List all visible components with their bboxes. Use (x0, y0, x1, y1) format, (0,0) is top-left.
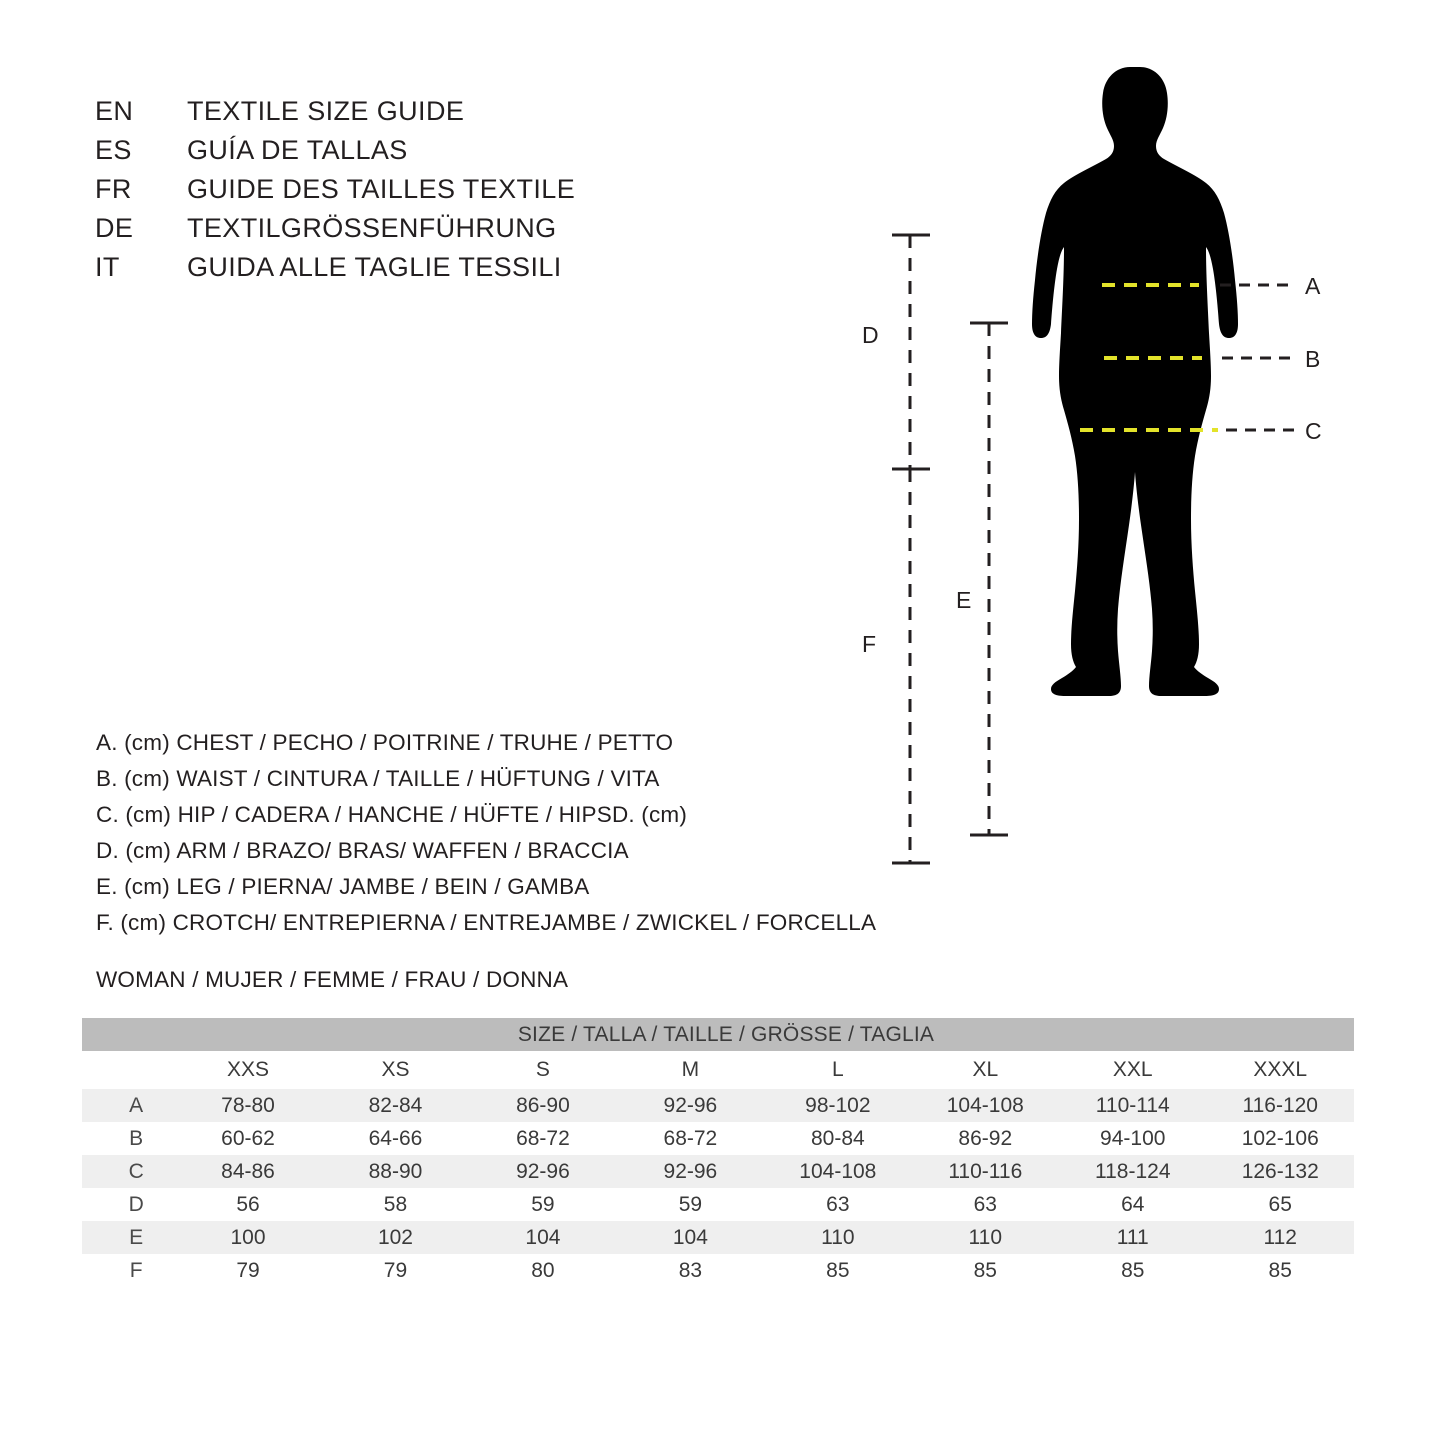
title-lang-en: EN (95, 96, 134, 126)
bracket-f (892, 469, 930, 863)
cell-d-xxxl: 65 (1206, 1188, 1354, 1221)
title-lang-de: DE (95, 213, 134, 243)
cell-e-l: 110 (764, 1221, 911, 1254)
row-label-f: F (82, 1254, 174, 1287)
table-row (82, 1089, 1354, 1122)
size-header-xxl: XXL (1059, 1051, 1206, 1089)
cell-d-xs: 58 (322, 1188, 469, 1221)
row-label-b: B (82, 1122, 174, 1155)
marker-label-b: B (1305, 346, 1321, 372)
title-text-es: GUÍA DE TALLAS (187, 135, 408, 165)
cell-c-xxl: 118-124 (1059, 1155, 1206, 1188)
marker-label-d: D (862, 322, 879, 348)
cell-f-s: 80 (469, 1254, 616, 1287)
table-row (82, 1221, 1354, 1254)
marker-label-f: F (862, 631, 877, 657)
size-header-l: L (764, 1051, 911, 1089)
legend-row-d: D. (cm) ARM / BRAZO/ BRAS/ WAFFEN / BRACCIA (96, 838, 629, 863)
cell-f-m: 83 (617, 1254, 764, 1287)
cell-c-xl: 110-116 (912, 1155, 1059, 1188)
table-row (82, 1254, 1354, 1287)
cell-a-xs: 82-84 (322, 1089, 469, 1122)
cell-d-s: 59 (469, 1188, 616, 1221)
cell-f-xxs: 79 (174, 1254, 321, 1287)
cell-c-xs: 88-90 (322, 1155, 469, 1188)
cell-c-xxxl: 126-132 (1206, 1155, 1354, 1188)
cell-b-xxs: 60-62 (174, 1122, 321, 1155)
row-label-a: A (82, 1089, 174, 1122)
cell-d-m: 59 (617, 1188, 764, 1221)
cell-b-l: 80-84 (764, 1122, 911, 1155)
marker-label-c: C (1305, 418, 1322, 444)
legend-row-a: A. (cm) CHEST / PECHO / POITRINE / TRUHE / PETTO (96, 730, 674, 755)
cell-e-s: 104 (469, 1221, 616, 1254)
title-row (95, 248, 715, 287)
measurement-diagram (830, 45, 1390, 925)
cell-b-xs: 64-66 (322, 1122, 469, 1155)
size-header-xl: XL (912, 1051, 1059, 1089)
legend-row-c: C. (cm) HIP / CADERA / HANCHE / HÜFTE / HIPSD. (cm) (96, 802, 688, 827)
title-text-de: TEXTILGRÖSSENFÜHRUNG (187, 213, 557, 243)
size-header-xxxl: XXXL (1206, 1051, 1354, 1089)
bracket-e (970, 323, 1008, 835)
title-text-fr: GUIDE DES TAILLES TEXTILE (187, 174, 576, 204)
cell-a-xxl: 110-114 (1059, 1089, 1206, 1122)
size-header-s: S (469, 1051, 616, 1089)
cell-a-l: 98-102 (764, 1089, 911, 1122)
table-header-row (82, 1018, 1354, 1051)
cell-a-xxxl: 116-120 (1206, 1089, 1354, 1122)
row-label-d: D (82, 1188, 174, 1221)
table-row (82, 1155, 1354, 1188)
silhouette-svg (830, 45, 1390, 925)
cell-f-xxxl: 85 (1206, 1254, 1354, 1287)
table-row-sizes (82, 1051, 1354, 1089)
title-lang-es: ES (95, 135, 132, 165)
cell-b-m: 68-72 (617, 1122, 764, 1155)
legend-row-f: F. (cm) CROTCH/ ENTREPIERNA / ENTREJAMBE / ZWICKEL / FORCELLA (96, 910, 877, 935)
legend-block (96, 725, 886, 941)
cell-f-xs: 79 (322, 1254, 469, 1287)
cell-f-l: 85 (764, 1254, 911, 1287)
cell-e-xxl: 111 (1059, 1221, 1206, 1254)
marker-label-a: A (1305, 273, 1321, 299)
cell-d-xl: 63 (912, 1188, 1059, 1221)
cell-f-xl: 85 (912, 1254, 1059, 1287)
cell-c-s: 92-96 (469, 1155, 616, 1188)
title-lang-it: IT (95, 252, 120, 282)
size-header-xxs: XXS (174, 1051, 321, 1089)
cell-b-s: 68-72 (469, 1122, 616, 1155)
marker-label-e: E (956, 587, 972, 613)
table-header-label: SIZE / TALLA / TAILLE / GRÖSSE / TAGLIA (82, 1018, 1354, 1051)
cell-f-xxl: 85 (1059, 1254, 1206, 1287)
cell-d-xxl: 64 (1059, 1188, 1206, 1221)
size-row-corner (82, 1051, 174, 1089)
cell-b-xxxl: 102-106 (1206, 1122, 1354, 1155)
size-table-wrapper (82, 1018, 1354, 1287)
woman-silhouette-icon (1032, 67, 1238, 696)
cell-c-l: 104-108 (764, 1155, 911, 1188)
cell-b-xl: 86-92 (912, 1122, 1059, 1155)
legend-row-e: E. (cm) LEG / PIERNA/ JAMBE / BEIN / GAMBA (96, 874, 590, 899)
row-label-e: E (82, 1221, 174, 1254)
title-text-it: GUIDA ALLE TAGLIE TESSILI (187, 252, 562, 282)
bracket-d (892, 235, 930, 469)
title-row (95, 131, 715, 170)
title-row (95, 170, 715, 209)
cell-e-xs: 102 (322, 1221, 469, 1254)
cell-a-m: 92-96 (617, 1089, 764, 1122)
gender-caption: WOMAN / MUJER / FEMME / FRAU / DONNA (96, 967, 569, 992)
size-header-xs: XS (322, 1051, 469, 1089)
size-header-m: M (617, 1051, 764, 1089)
cell-c-xxs: 84-86 (174, 1155, 321, 1188)
cell-e-xl: 110 (912, 1221, 1059, 1254)
size-table (82, 1018, 1354, 1287)
cell-a-xl: 104-108 (912, 1089, 1059, 1122)
cell-b-xxl: 94-100 (1059, 1122, 1206, 1155)
cell-e-xxxl: 112 (1206, 1221, 1354, 1254)
cell-d-l: 63 (764, 1188, 911, 1221)
cell-e-m: 104 (617, 1221, 764, 1254)
row-label-c: C (82, 1155, 174, 1188)
cell-c-m: 92-96 (617, 1155, 764, 1188)
title-text-en: TEXTILE SIZE GUIDE (187, 96, 465, 126)
cell-a-xxs: 78-80 (174, 1089, 321, 1122)
cell-a-s: 86-90 (469, 1089, 616, 1122)
title-row (95, 92, 715, 131)
cell-d-xxs: 56 (174, 1188, 321, 1221)
cell-e-xxs: 100 (174, 1221, 321, 1254)
title-lang-fr: FR (95, 174, 132, 204)
legend-row-b: B. (cm) WAIST / CINTURA / TAILLE / HÜFTUNG / VITA (96, 766, 660, 791)
title-block (95, 92, 715, 287)
table-row (82, 1122, 1354, 1155)
table-row (82, 1188, 1354, 1221)
title-row (95, 209, 715, 248)
